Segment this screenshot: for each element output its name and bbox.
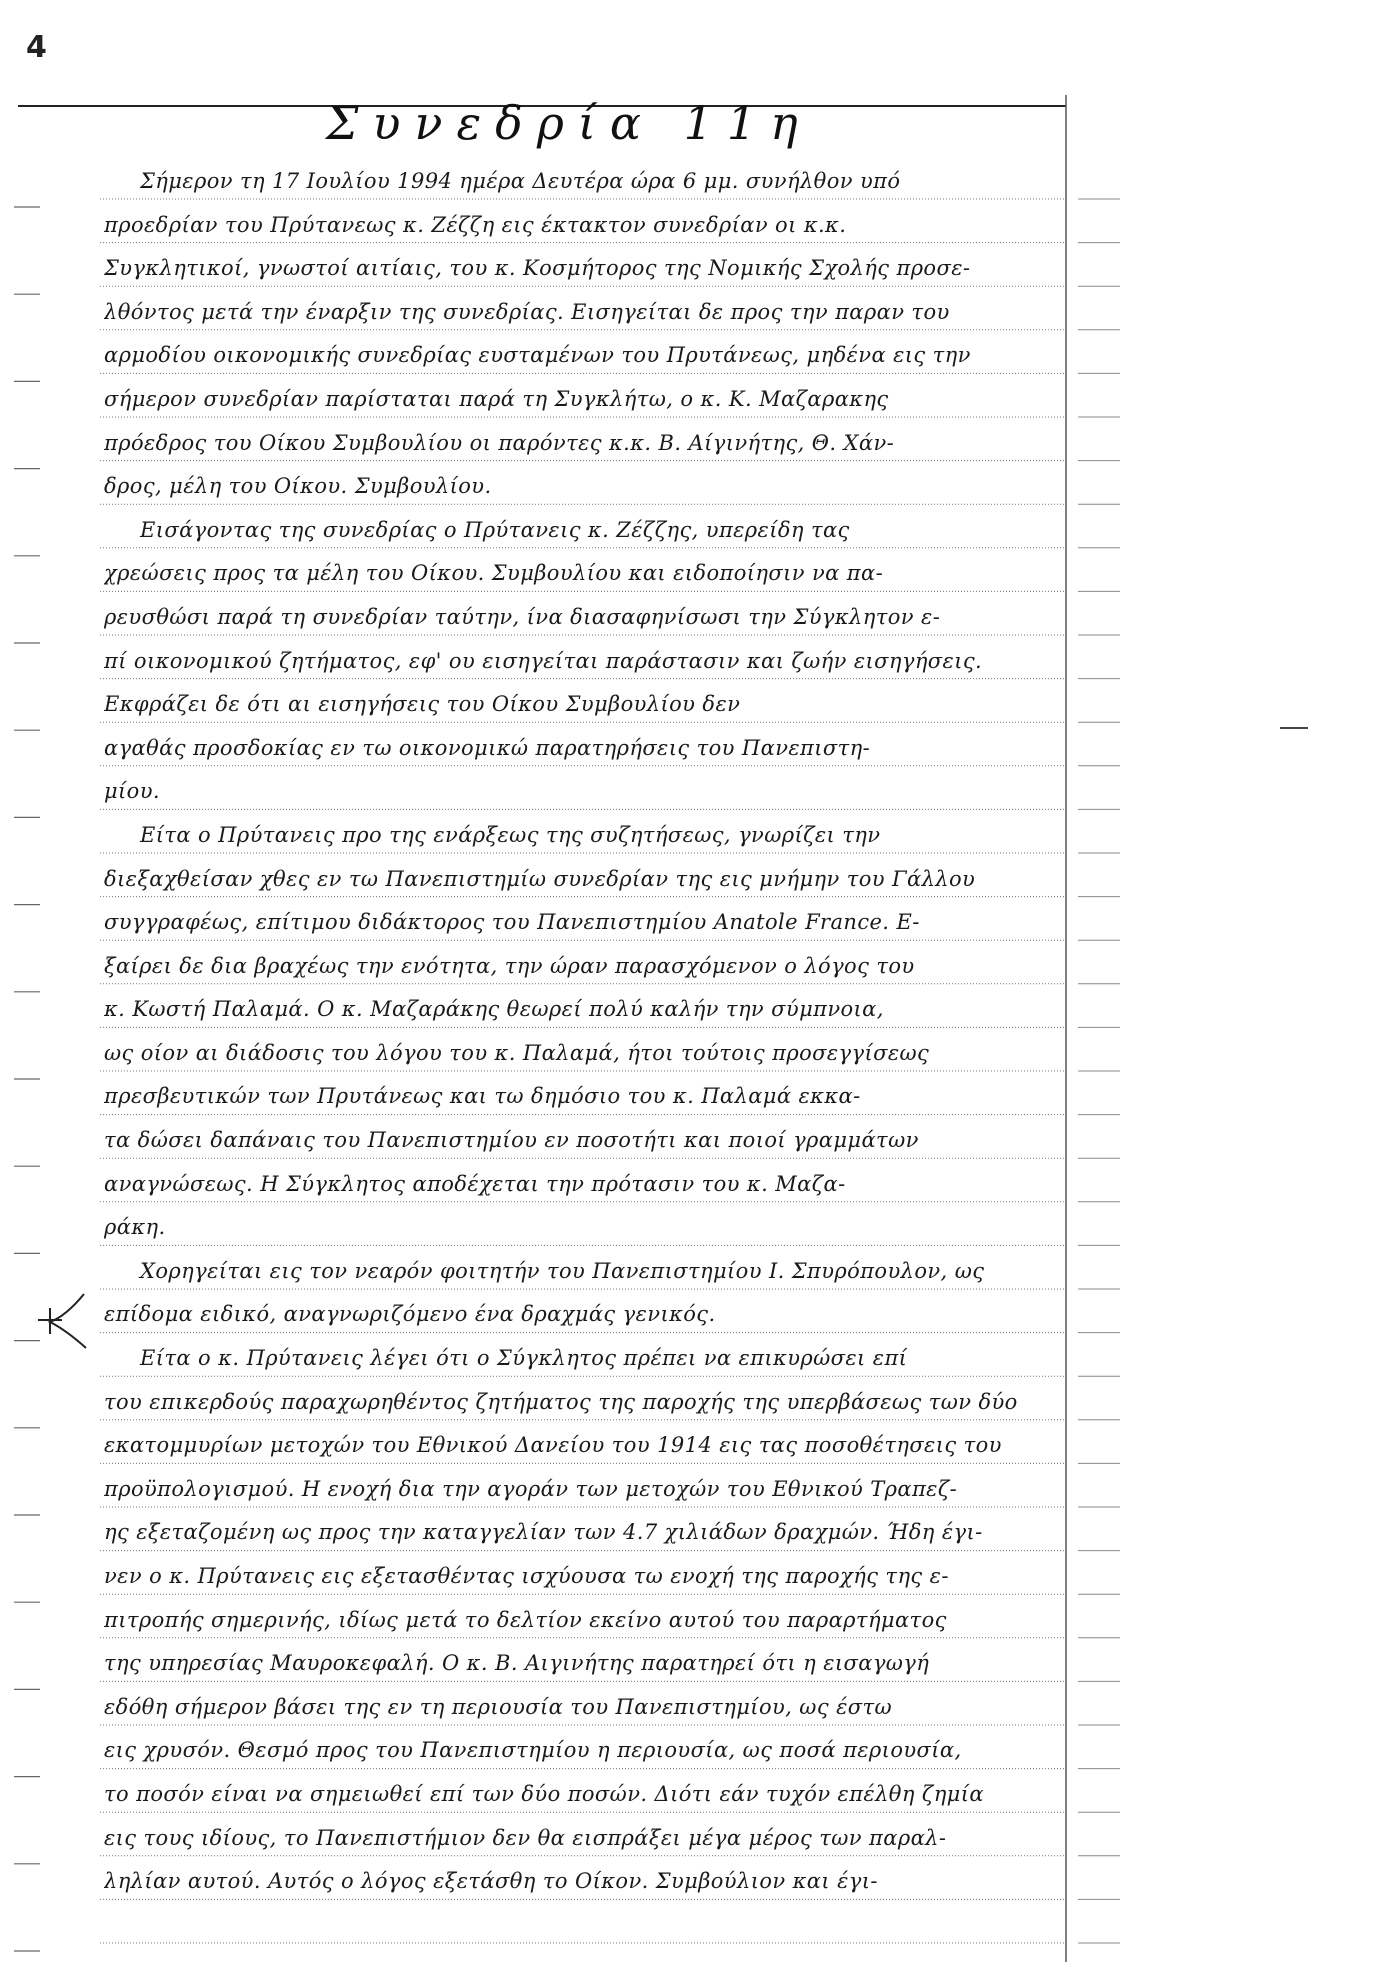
handwritten-line: εκατομμυρίων μετοχών του Εθνικού Δανείου του 1914 εις τας ποσοθέτησεις του [104,1433,1002,1458]
handwritten-line: λθόντος μετά την έναρξιν της συνεδρίας. Εισηγείται δε προς την παραν του [104,299,950,324]
handwritten-line: εδόθη σήμερον βάσει της εν τη περιουσία του Πανεπιστημίου, ως έστω [104,1694,893,1719]
handwritten-line: ξαίρει δε δια βραχέως την ενότητα, την ώραν παρασχόμενον ο λόγος του [104,953,915,978]
handwritten-line: νεν ο κ. Πρύτανεις εις εξετασθέντας ισχύουσα τω ενοχή της παροχής της ε- [104,1564,949,1588]
handwritten-line: αρμοδίου οικονομικής συνεδρίας ευσταμένων του Πρυτάνεως, μηδένα εις την [104,343,971,368]
handwritten-line: πί οικονομικού ζητήματος, εφ' ου εισηγείται παράστασιν και ζωήν εισηγήσεις. [104,648,983,673]
handwritten-line: προεδρίαν του Πρύτανεως κ. Ζέζζη εις έκτακτον συνεδρίαν οι κ.κ. [104,212,847,237]
handwritten-line: ρευσθώσι παρά τη συνεδρίαν ταύτην, ίνα διασαφηνίσωσι την Σύγκλητον ε- [104,604,941,629]
bracket-cross-mark [36,1290,92,1350]
handwritten-line: ράκη. [104,1215,166,1240]
page-number: 4 [26,30,47,65]
handwritten-line: τα δώσει δαπάναις του Πανεπιστημίου εν ποσοτήτι και ποιοί γραμμάτων [104,1128,919,1153]
handwritten-line: εις τους ιδίους, το Πανεπιστήμιον δεν θα εισπράξει μέγα μέρος των παραλ- [104,1825,947,1850]
handwritten-line: μίου. [104,779,160,804]
handwritten-line: του επικερδούς παραχωρηθέντος ζητήματος της παροχής της υπερβάσεως των δύο [104,1389,1018,1414]
handwritten-line: πιτροπής σημερινής, ιδίως μετά το δελτίον εκείνο αυτού του παραρτήματος [104,1607,947,1632]
short-dash-mark [1278,720,1312,736]
handwritten-line: διεξαχθείσαν χθες εν τω Πανεπιστημίω συνεδρίαν της εις μνήμην του Γάλλου [104,866,976,891]
handwritten-line: δρος, μέλη του Οίκου. Συμβουλίου. [104,474,492,499]
handwritten-line: πρεσβευτικών των Πρυτάνεως και τω δημόσιο του κ. Παλαμά εκκα- [104,1084,861,1109]
handwritten-body [104,160,1064,1904]
handwritten-line: της υπηρεσίας Μαυροκεφαλή. Ο κ. Β. Αιγινήτης παρατηρεί ότι η εισαγωγή [104,1651,930,1676]
handwritten-line: το ποσόν είναι να σημειωθεί επί των δύο ποσών. Διότι εάν τυχόν επέλθη ζημία [104,1781,984,1806]
handwritten-line: αγαθάς προσδοκίας εν τω οικονομικώ παρατηρήσεις του Πανεπιστη- [104,735,871,760]
handwritten-line: πρόεδρος του Οίκου Συμβουλίου οι παρόντες κ.κ. Β. Αίγινήτης, Θ. Χάν- [104,430,895,455]
handwritten-line: κ. Κωστή Παλαμά. Ο κ. Μαζαράκης θεωρεί πολύ καλήν την σύμπνοια, [104,997,884,1022]
handwritten-line: Είτα ο Πρύτανεις προ της ενάρξεως της συζητήσεως, γνωρίζει την [140,822,881,847]
handwritten-line: Είτα ο κ. Πρύτανεις λέγει ότι ο Σύγκλητος πρέπει να επικυρώσει επί [140,1346,908,1371]
handwritten-line: ης εξεταζομένη ως προς την καταγγελίαν των 4.7 χιλιάδων δραχμών. Ήδη έγι- [104,1520,983,1545]
handwritten-line: Χορηγείται εις τον νεαρόν φοιτητήν του Πανεπιστημίου Ι. Σπυρόπουλον, ως [140,1258,985,1283]
handwritten-line: ληλίαν αυτού. Αυτός ο λόγος εξετάσθη το Οίκον. Συμβούλιον και έγι- [104,1869,878,1894]
handwritten-line: Σήμερον τη 17 Ιουλίου 1994 ημέρα Δευτέρα ώρα 6 μμ. συνήλθον υπό [140,169,901,193]
handwritten-line: εις χρυσόν. Θεσμό προς του Πανεπιστημίου η περιουσία, ως ποσά περιουσία, [104,1738,962,1763]
handwritten-line: επίδομα ειδικό, αναγνωριζόμενο ένα δραχμάς γενικός. [104,1302,716,1327]
handwritten-line: Εισάγοντας της συνεδρίας ο Πρύτανεις κ. Ζέζζης, υπερείδη τας [140,517,850,542]
handwritten-line: ως οίον αι διάδοσις του λόγου του κ. Παλαμά, ήτοι τούτοις προσεγγίσεως [104,1040,930,1065]
handwritten-line: Συγκλητικοί, γνωστοί αιτίαις, του κ. Κοσμήτορος της Νομικής Σχολής προσε- [104,256,971,281]
handwritten-line: Εκφράζει δε ότι αι εισηγήσεις του Οίκου Συμβουλίου δεν [104,692,741,717]
handwritten-line: συγγραφέως, επίτιμου διδάκτορος του Πανεπιστημίου Anatole France. Ε- [104,910,920,935]
handwritten-line: αναγνώσεως. Η Σύγκλητος αποδέχεται την πρότασιν του κ. Μαζα- [104,1171,846,1196]
handwritten-line: χρεώσεις προς τα μέλη του Οίκου. Συμβουλίου και ειδοποίησιν να πα- [104,561,884,586]
session-title: Συνεδρία 11η [326,96,812,150]
handwritten-line: σήμερον συνεδρίαν παρίσταται παρά τη Συγκλήτω, ο κ. Κ. Μαζαρακης [104,386,889,411]
handwritten-line: προϋπολογισμού. Η ενοχή δια την αγοράν των μετοχών του Εθνικού Τραπεζ- [104,1476,958,1501]
